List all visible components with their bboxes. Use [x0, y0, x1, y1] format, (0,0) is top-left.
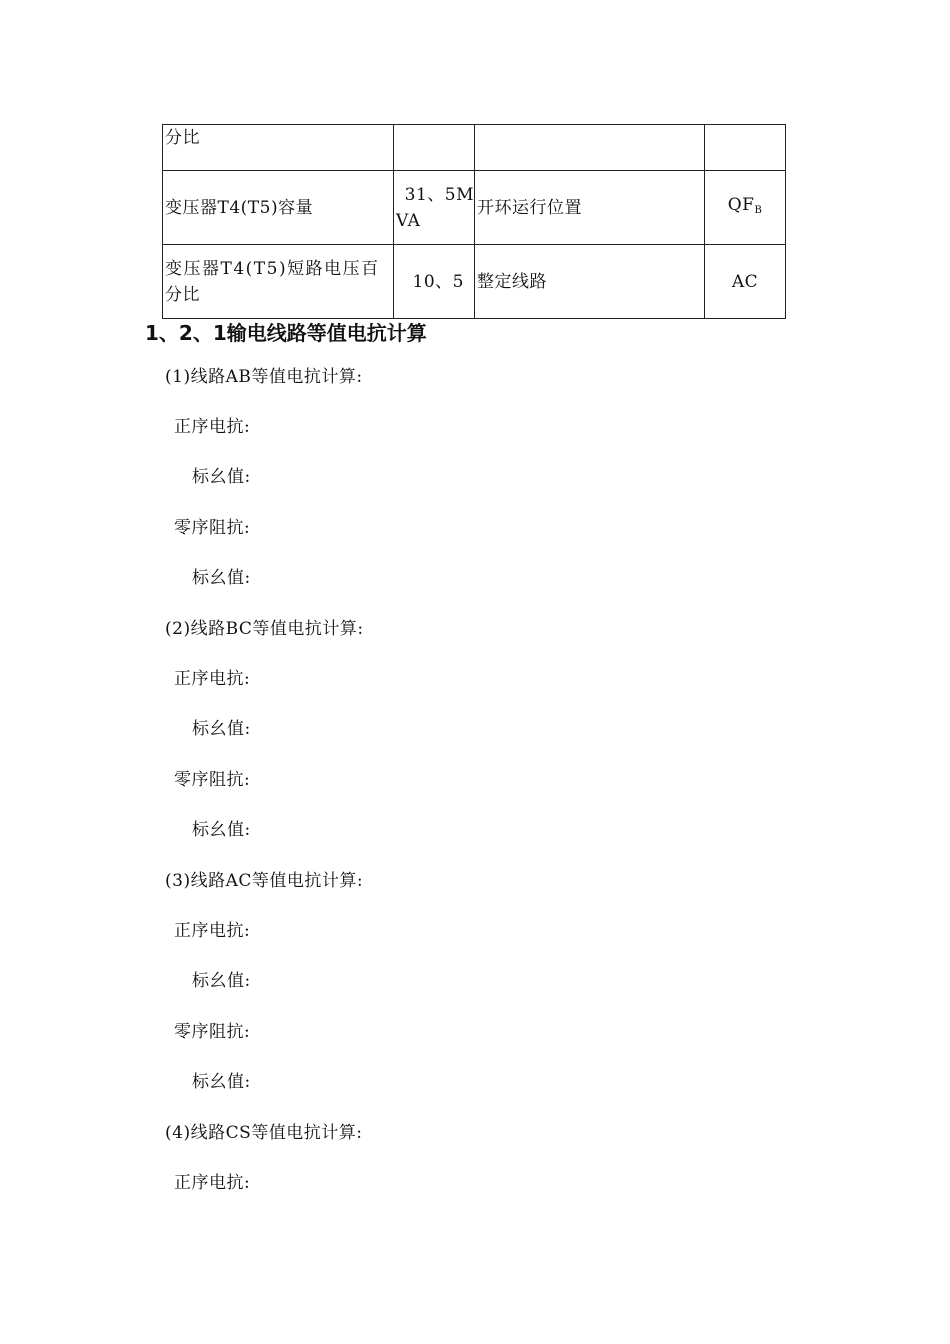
table-cell-value2	[705, 171, 786, 245]
positive-reactance-label: 正序电抗:	[174, 1173, 251, 1193]
line-ab-title: (1)线路AB等值电抗计算:	[165, 367, 363, 387]
per-unit-label: 标幺值:	[192, 467, 251, 487]
positive-reactance-label: 正序电抗:	[174, 669, 251, 689]
section-heading: 1、2、1输电线路等值电抗计算	[145, 321, 427, 345]
parameter-table	[162, 124, 786, 319]
table-cell-value	[394, 245, 475, 319]
table-cell-item: 整定线路	[475, 245, 705, 319]
per-unit-label: 标幺值:	[192, 1072, 251, 1092]
table-cell-param: 变压器T4(T5)容量	[163, 171, 394, 245]
line-ac-title: (3)线路AC等值电抗计算:	[165, 871, 364, 891]
table-cell-param: 分比	[163, 125, 394, 171]
value-text: 10、5	[412, 271, 464, 292]
table-cell-item: 开环运行位置	[475, 171, 705, 245]
zero-impedance-label: 零序阻抗:	[174, 770, 251, 790]
zero-impedance-label: 零序阻抗:	[174, 1022, 251, 1042]
value-line-2: VA	[396, 210, 421, 231]
line-cs-title: (4)线路CS等值电抗计算:	[165, 1123, 363, 1143]
value-line-1: 31、5M	[404, 184, 474, 205]
table-row	[163, 171, 786, 245]
per-unit-label: 标幺值:	[192, 568, 251, 588]
line-bc-title: (2)线路BC等值电抗计算:	[165, 619, 364, 639]
table-cell-value	[394, 125, 475, 171]
table-cell-value2: AC	[705, 245, 786, 319]
param-line-1: 变压器T4(T5)短路电压百	[165, 258, 380, 279]
positive-reactance-label: 正序电抗:	[174, 417, 251, 437]
per-unit-label: 标幺值:	[192, 719, 251, 739]
positive-reactance-label: 正序电抗:	[174, 921, 251, 941]
breaker-label: QF	[727, 194, 755, 215]
table-row	[163, 245, 786, 319]
per-unit-label: 标幺值:	[192, 971, 251, 991]
table-row	[163, 125, 786, 171]
param-line-2: 分比	[165, 284, 200, 305]
table-cell-item	[475, 125, 705, 171]
zero-impedance-label: 零序阻抗:	[174, 518, 251, 538]
table-cell-param	[163, 245, 394, 319]
per-unit-label: 标幺值:	[192, 820, 251, 840]
table-cell-value2	[705, 125, 786, 171]
breaker-subscript: B	[754, 204, 763, 216]
table-cell-value	[394, 171, 475, 245]
